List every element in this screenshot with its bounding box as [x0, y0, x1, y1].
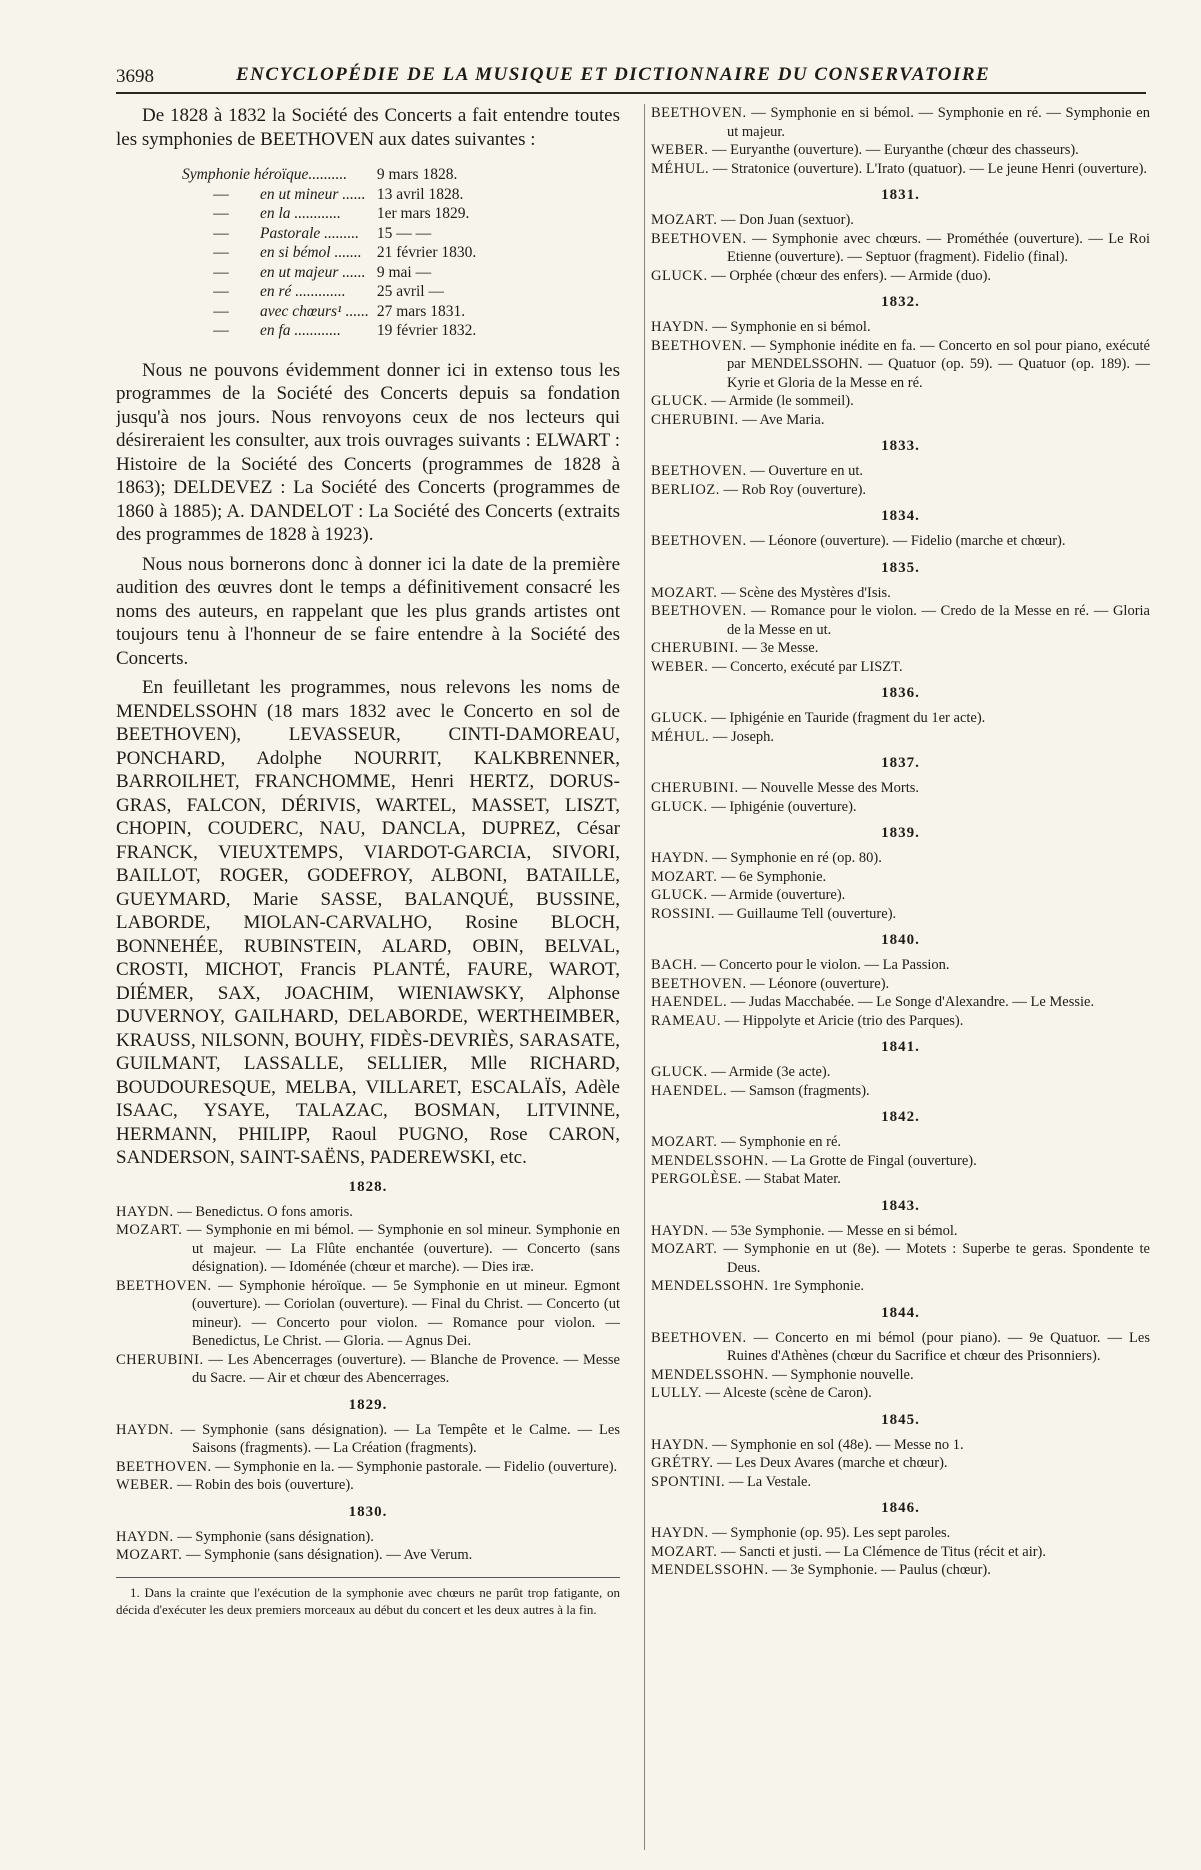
year-heading: 1845.	[881, 1411, 920, 1428]
date-row	[182, 185, 476, 205]
date-cell: 25 avril —	[376, 283, 444, 300]
composer-name: MÉHUL.	[651, 728, 710, 745]
body-text	[116, 359, 620, 1170]
composer-name: MENDELSSOHN.	[651, 1366, 769, 1383]
composer-name: BEETHOVEN.	[651, 230, 747, 247]
program-entry: BEETHOVEN. — Romance pour le violon. — Credo de la Messe en ré. — Gloria de la Messe en ut.	[651, 603, 1150, 638]
right-column	[644, 104, 1150, 1850]
year-heading: 1832.	[881, 294, 920, 310]
running-title: ENCYCLOPÉDIE DE LA MUSIQUE ET DICTIONNAIRE DU CONSERVATOIRE	[236, 64, 991, 85]
composer-name: HAYDN.	[651, 1525, 709, 1541]
program-entry: HAYDN. — Symphonie en ré (op. 80).	[651, 850, 882, 866]
year-heading: 1843.	[881, 1197, 920, 1214]
composer-name: MOZART.	[116, 1222, 183, 1238]
composer-name: ROSSINI.	[651, 905, 716, 922]
program-entry: MENDELSSOHN. — La Grotte de Fingal (ouverture).	[651, 1152, 977, 1169]
year-heading: 1842.	[881, 1109, 920, 1125]
composer-name: GLUCK.	[651, 887, 708, 903]
work-cell: —	[213, 283, 229, 300]
date-row	[182, 302, 476, 322]
program-list-left	[116, 1179, 620, 1565]
program-entry: WEBER. — Robin des bois (ouverture).	[116, 1477, 354, 1493]
program-entry: MENDELSSOHN. 1re Symphonie.	[651, 1278, 865, 1294]
program-entry: HAENDEL. — Samson (fragments).	[651, 1082, 870, 1099]
program-entry: MÉHUL. — Joseph.	[651, 728, 775, 745]
composer-name: MOZART.	[651, 1241, 718, 1257]
program-entry: HAYDN. — Symphonie (sans désignation). — La Tempête et le Calme. — Les Saisons (fragments). — La Création (fragments).	[116, 1421, 620, 1456]
program-entry: GLUCK. — Iphigénie en Tauride (fragment du 1er acte).	[651, 710, 986, 726]
program-entry: GLUCK. — Armide (ouverture).	[651, 887, 846, 903]
work-cell: —	[213, 263, 229, 281]
program-entry: HAYDN. — Symphonie (sans désignation).	[116, 1528, 374, 1545]
composer-name: GLUCK.	[651, 1064, 708, 1080]
key-cell: Pastorale .........	[260, 224, 360, 242]
work-cell: —	[213, 224, 229, 242]
date-row	[182, 321, 476, 341]
composer-name: BERLIOZ.	[651, 481, 720, 498]
composer-name: MOZART.	[651, 212, 718, 228]
program-entry: HAENDEL. — Judas Macchabée. — Le Songe d'Alexandre. — Le Messie.	[651, 994, 1095, 1010]
program-entry: WEBER. — Euryanthe (ouverture). — Euryanthe (chœur des chasseurs).	[651, 142, 1079, 158]
key-cell: en si bémol .......	[260, 244, 362, 261]
key-cell: avec chœurs¹ ......	[260, 302, 369, 320]
composer-name: BEETHOVEN.	[116, 1277, 212, 1294]
page-header	[116, 64, 1146, 94]
program-entry: MOZART. — 6e Symphonie.	[651, 868, 827, 885]
date-row	[182, 165, 476, 185]
program-entry: BEETHOVEN. — Symphonie inédite en fa. — Concerto en sol pour piano, exécuté par MENDELSSOHN. — Quatuor (op. 59). — Quatuor (op. 189). — Kyrie et Gloria de la Messe en ré.	[651, 337, 1150, 391]
composer-name: HAYDN.	[116, 1203, 174, 1220]
composer-name: BEETHOVEN.	[651, 533, 747, 549]
composer-name: MOZART.	[651, 868, 718, 885]
year-heading: 1831.	[881, 187, 920, 203]
composer-name: SPONTINI.	[651, 1473, 726, 1490]
program-entry: MOZART. — Symphonie en mi bémol. — Symphonie en sol mineur. Symphonie en ut majeur. — La Flûte enchantée (ouverture). — Concerto (sans désignation). — Idoménée (chœur et marche). — Dies iræ.	[116, 1222, 620, 1275]
left-column	[116, 104, 620, 1850]
program-entry: HAYDN. — Symphonie en sol (48e). — Messe no 1.	[651, 1436, 964, 1453]
composer-name: WEBER.	[116, 1477, 174, 1493]
program-entry: HAYDN. — 53e Symphonie. — Messe en si bémol.	[651, 1222, 958, 1239]
program-entry: GLUCK. — Iphigénie (ouverture).	[651, 798, 857, 815]
work-cell: —	[213, 322, 229, 339]
program-entry: BEETHOVEN. — Symphonie héroïque. — 5e Symphonie en ut mineur. Egmont (ouverture). — Coriolan (ouverture). — Final du Christ. — Concerto (ut mineur). — Concerto pour violon. — Romance pour violon. — Benedictus, Le Christ. — Gloria. — Agnus Dei.	[116, 1277, 620, 1349]
date-cell: 21 février 1830.	[376, 244, 477, 261]
program-entry: LULLY. — Alceste (scène de Caron).	[651, 1385, 872, 1401]
key-cell: en fa ............	[260, 322, 341, 339]
program-entry: CHERUBINI. — Nouvelle Messe des Morts.	[651, 780, 919, 796]
composer-name: CHERUBINI.	[651, 411, 739, 428]
year-heading: 1840.	[881, 932, 920, 948]
date-cell: 19 février 1832.	[376, 322, 477, 339]
work-cell: —	[213, 185, 229, 203]
program-entry: GLUCK. — Orphée (chœur des enfers). — Armide (duo).	[651, 267, 992, 284]
work-cell: —	[213, 244, 229, 261]
program-entry: WEBER. — Concerto, exécuté par LISZT.	[651, 658, 903, 675]
composer-name: HAYDN.	[116, 1528, 174, 1545]
footnote: 1. Dans la crainte que l'exécution de la symphonie avec chœurs ne parût trop fatigante, on décida d'exécuter les deux premiers morceaux au début du concert et les deux autres à la fin.	[116, 1577, 620, 1618]
program-entry: BERLIOZ. — Rob Roy (ouverture).	[651, 481, 867, 498]
composer-name: BEETHOVEN.	[651, 1329, 747, 1346]
date-cell: 1er mars 1829.	[376, 205, 470, 222]
composer-name: HAYDN.	[651, 1436, 709, 1453]
program-entry: GRÉTRY. — Les Deux Avares (marche et chœur).	[651, 1455, 948, 1471]
composer-name: MENDELSSOHN.	[651, 1152, 769, 1169]
date-row	[182, 243, 476, 263]
date-row	[182, 204, 476, 224]
year-heading: 1844.	[881, 1304, 920, 1321]
program-entry: CHERUBINI. — Ave Maria.	[651, 411, 825, 428]
composer-name: WEBER.	[651, 142, 709, 158]
paragraph: Nous nous bornerons donc à donner ici la date de la première audition des œuvres dont le temps a définitivement consacré les noms des auteurs, en rappelant que les plus grands artistes ont toujours tenu à l'honneur de se faire entendre à la Société des Concerts.	[116, 553, 620, 669]
date-row	[182, 282, 476, 302]
intro-paragraph: De 1828 à 1832 la Société des Concerts a fait entendre toutes les symphonies de BEETHOVEN aux dates suivantes :	[116, 105, 620, 150]
program-entry: MENDELSSOHN. — 3e Symphonie. — Paulus (chœur).	[651, 1562, 991, 1578]
page-number: 3698	[116, 66, 154, 87]
program-entry: BACH. — Concerto pour le violon. — La Passion.	[651, 957, 950, 973]
program-entry: HAYDN. — Benedictus. O fons amoris.	[116, 1203, 353, 1220]
composer-name: BEETHOVEN.	[651, 337, 747, 354]
composer-name: HAYDN.	[116, 1421, 174, 1438]
program-entry: MENDELSSOHN. — Symphonie nouvelle.	[651, 1366, 914, 1383]
key-cell: en ut majeur ......	[260, 263, 366, 281]
work-cell: Symphonie héroïque..........	[182, 166, 348, 183]
program-list-continued	[651, 104, 1150, 178]
composer-name: GRÉTRY.	[651, 1455, 714, 1471]
program-entry: BEETHOVEN. — Symphonie en si bémol. — Symphonie en ré. — Symphonie en ut majeur.	[651, 105, 1150, 140]
composer-name: CHERUBINI.	[651, 640, 739, 656]
composer-name: WEBER.	[651, 658, 709, 675]
composer-name: HAENDEL.	[651, 1082, 728, 1099]
program-entry: BEETHOVEN. — Ouverture en ut.	[651, 463, 863, 479]
program-entry: PERGOLÈSE. — Stabat Mater.	[651, 1171, 841, 1187]
composer-name: BACH.	[651, 957, 698, 973]
program-entry: RAMEAU. — Hippolyte et Aricie (trio des Parques).	[651, 1012, 964, 1029]
composer-name: HAYDN.	[651, 850, 709, 866]
year-heading: 1828.	[348, 1178, 388, 1195]
year-heading: 1833.	[881, 438, 920, 454]
program-entry: SPONTINI. — La Vestale.	[651, 1473, 812, 1490]
key-cell: en ré .............	[260, 283, 346, 300]
paragraph: Nous ne pouvons évidemment donner ici in extenso tous les programmes de la Société des Concerts depuis sa fondation jusqu'à nos jours. Nous renvoyons ceux de nos lecteurs qui désireraient les consulter, aux trois ouvrages suivants : ELWART : Histoire de la Société des Concerts (programmes de 1828 à 1863); DELDEVEZ : La Société des Concerts (programmes de 1860 à 1885); A. DANDELOT : La Société des Concerts (extraits des programmes de 1828 à 1923).	[116, 359, 620, 545]
program-entry: ROSSINI. — Guillaume Tell (ouverture).	[651, 905, 897, 922]
composer-name: CHERUBINI.	[651, 780, 739, 796]
program-entry: CHERUBINI. — 3e Messe.	[651, 640, 819, 656]
program-entry: CHERUBINI. — Les Abencerrages (ouverture). — Blanche de Provence. — Messe du Sacre. — Air et chœur des Abencerrages.	[116, 1351, 620, 1386]
date-cell: 9 mai —	[376, 263, 432, 281]
key-cell: en la ............	[260, 205, 341, 222]
year-heading: 1834.	[881, 508, 920, 524]
program-entry: MÉHUL. — Stratonice (ouverture). L'Irato (quatuor). — Le jeune Henri (ouverture).	[651, 160, 1148, 177]
program-entry: MOZART. — Symphonie (sans désignation). — Ave Verum.	[116, 1547, 473, 1563]
program-entry: BEETHOVEN. — Symphonie en la. — Symphonie pastorale. — Fidelio (ouverture).	[116, 1458, 618, 1475]
composer-name: BEETHOVEN.	[651, 603, 747, 619]
composer-name: BEETHOVEN.	[651, 463, 747, 479]
year-heading: 1846.	[881, 1500, 920, 1516]
composer-name: MOZART.	[651, 1543, 718, 1560]
composer-name: GLUCK.	[651, 393, 708, 409]
year-heading: 1830.	[348, 1503, 388, 1520]
composer-name: GLUCK.	[651, 798, 708, 815]
program-list-right	[651, 187, 1150, 1580]
key-cell: en ut mineur ......	[260, 185, 366, 203]
composer-name: HAYDN.	[651, 319, 709, 335]
program-entry: MOZART. — Scène des Mystères d'Isis.	[651, 584, 891, 601]
year-heading: 1837.	[881, 755, 920, 771]
composer-name: MENDELSSOHN.	[651, 1562, 769, 1578]
date-cell: 13 avril 1828.	[376, 185, 464, 203]
date-cell: 15 — —	[376, 224, 432, 242]
composer-name: GLUCK.	[651, 710, 708, 726]
program-entry: HAYDN. — Symphonie en si bémol.	[651, 319, 871, 335]
program-entry: BEETHOVEN. — Léonore (ouverture). — Fidelio (marche et chœur).	[651, 533, 1066, 549]
composer-name: MENDELSSOHN.	[651, 1278, 769, 1294]
program-entry: MOZART. — Don Juan (sextuor).	[651, 212, 854, 228]
composer-name: GLUCK.	[651, 267, 708, 284]
date-row	[182, 263, 476, 283]
composer-name: CHERUBINI.	[116, 1351, 204, 1368]
work-cell: —	[213, 205, 229, 222]
program-entry: MOZART. — Sancti et justi. — La Clémence de Titus (récit et air).	[651, 1543, 1046, 1560]
program-entry: BEETHOVEN. — Symphonie avec chœurs. — Prométhée (ouverture). — Le Roi Etienne (ouverture). — Septuor (fragment). Fidelio (final).	[651, 230, 1150, 265]
composer-name: RAMEAU.	[651, 1012, 721, 1029]
year-heading: 1835.	[881, 559, 920, 576]
composer-name: BEETHOVEN.	[651, 975, 747, 992]
year-heading: 1839.	[881, 825, 920, 841]
date-cell: 27 mars 1831.	[376, 302, 466, 320]
composer-name: MOZART.	[651, 584, 718, 601]
program-entry: GLUCK. — Armide (3e acte).	[651, 1064, 831, 1080]
program-entry: BEETHOVEN. — Léonore (ouverture).	[651, 975, 890, 992]
year-heading: 1829.	[348, 1396, 388, 1413]
composer-name: MOZART.	[651, 1134, 718, 1150]
year-heading: 1836.	[881, 685, 920, 701]
composer-name: HAYDN.	[651, 1222, 709, 1239]
composer-name: PERGOLÈSE.	[651, 1171, 742, 1187]
date-row	[182, 224, 476, 244]
year-heading: 1841.	[881, 1039, 920, 1055]
work-cell: —	[213, 302, 229, 320]
program-entry: MOZART. — Symphonie en ré.	[651, 1134, 842, 1150]
symphony-dates-table	[182, 165, 476, 341]
program-entry: GLUCK. — Armide (le sommeil).	[651, 393, 854, 409]
composer-name: BEETHOVEN.	[116, 1458, 212, 1475]
paragraph: En feuilletant les programmes, nous relevons les noms de MENDELSSOHN (18 mars 1832 avec le Concerto en sol de BEETHOVEN), LEVASSEUR, CINTI-DAMOREAU, PONCHARD, Adolphe NOURRIT, KALKBRENNER, BARROILHET, FRANCHOMME, Henri HERTZ, DORUS-GRAS, FALCON, DÉRIVIS, WARTEL, MASSET, LISZT, CHOPIN, COUDERC, NAU, DANCLA, DUPREZ, César FRANCK, VIEUXTEMPS, VIARDOT-GARCIA, SIVORI, BAILLOT, ROGER, GODEFROY, ALBONI, BATAILLE, GUEYMARD, Marie SASSE, BALANQUÉ, BUSSINE, LABORDE, MIOLAN-CARVALHO, Rosine BLOCH, BONNEHÉE, RUBINSTEIN, ALARD, OBIN, BELVAL, CROSTI, MICHOT, Francis PLANTÉ, FAURE, WAROT, DIÉMER, SAX, JOACHIM, WIENIAWSKY, Alphonse DUVERNOY, GAILHARD, DELABORDE, WERTHEIMBER, KRAUSS, NILSONN, BOUHY, FIDÈS-DEVRIÈS, SARASATE, GUILMANT, LASSALLE, SELLIER, Mlle RICHARD, BOUDOURESQUE, MELBA, VILLARET, ESCALAÏS, Adèle ISAAC, YSAYE, TALAZAC, BOSMAN, LITVINNE, HERMANN, PHILIPP, Raoul PUGNO, Rose CARON, SANDERSON, SAINT-SAËNS, PADEREWSKI, etc.	[116, 677, 620, 1168]
program-entry: MOZART. — Symphonie en ut (8e). — Motets : Superbe te geras. Spondente te Deus.	[651, 1241, 1150, 1276]
composer-name: BEETHOVEN.	[651, 105, 747, 121]
program-entry: BEETHOVEN. — Concerto en mi bémol (pour piano). — 9e Quatuor. — Les Ruines d'Athènes (chœur du Sacrifice et chœur des Prisonniers).	[651, 1329, 1150, 1364]
composer-name: HAENDEL.	[651, 994, 728, 1010]
program-entry: HAYDN. — Symphonie (op. 95). Les sept paroles.	[651, 1525, 951, 1541]
date-cell: 9 mars 1828.	[376, 166, 458, 183]
composer-name: LULLY.	[651, 1385, 702, 1401]
composer-name: MÉHUL.	[651, 160, 710, 177]
composer-name: MOZART.	[116, 1547, 183, 1563]
